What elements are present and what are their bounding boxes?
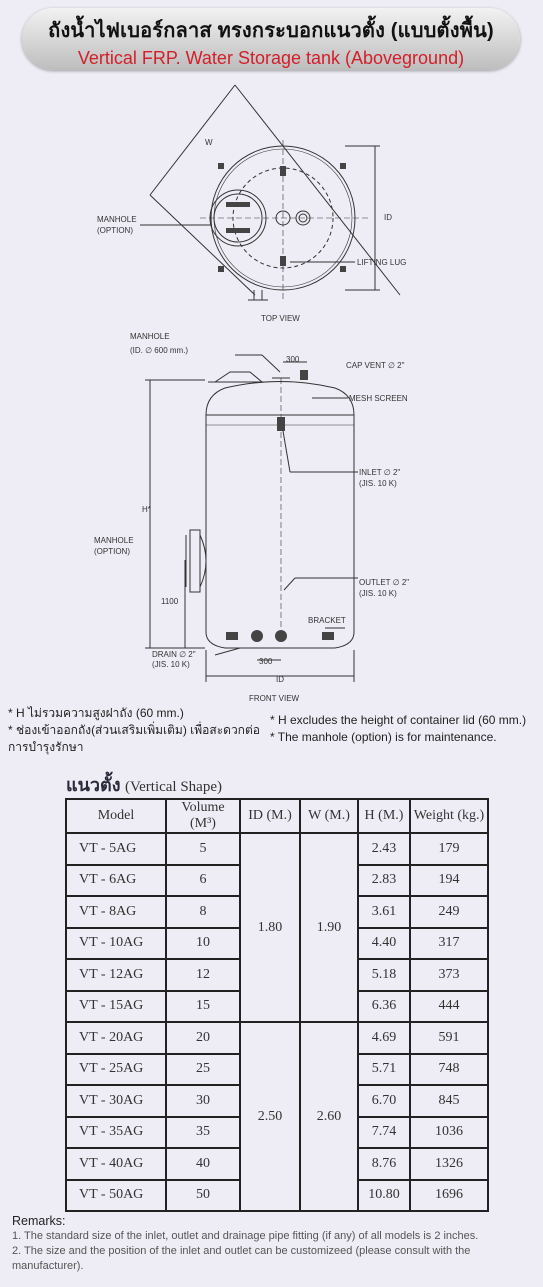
cell-h: 4.40 <box>358 928 410 960</box>
table-header-row <box>66 799 488 833</box>
note-english-2: * The manhole (option) is for maintenance. <box>270 730 497 744</box>
tank-diagram <box>0 75 543 705</box>
cell-volume: 25 <box>166 1054 240 1086</box>
cell-volume: 6 <box>166 865 240 897</box>
cell-id-group-2: 2.50 <box>240 1022 300 1211</box>
spec-table <box>65 798 489 1212</box>
cell-volume: 15 <box>166 991 240 1023</box>
note-english-1: * H excludes the height of container lid (60 mm.) <box>270 713 527 727</box>
title-thai: ถังน้ำไฟเบอร์กลาส ทรงกระบอกแนวตั้ง (แบบตั้งพื้น) <box>48 20 494 42</box>
cell-h: 6.36 <box>358 991 410 1023</box>
table-row <box>66 1022 488 1054</box>
note-thai-1: * H ไม่รวมความสูงฝาถัง (60 mm.) <box>8 706 184 720</box>
cell-model: VT - 8AG <box>66 896 166 928</box>
cell-volume: 5 <box>166 833 240 865</box>
cell-weight: 373 <box>410 959 488 991</box>
cell-model: VT - 5AG <box>66 833 166 865</box>
cell-weight: 1036 <box>410 1117 488 1149</box>
cell-model: VT - 30AG <box>66 1085 166 1117</box>
header-w: W (M.) <box>300 799 358 833</box>
header-volume: Volume (M³) <box>166 799 240 833</box>
front-manhole-size-label: (ID. ∅ 600 mm.) <box>130 346 189 355</box>
cell-h: 2.43 <box>358 833 410 865</box>
outlet-label: OUTLET ∅ 2" <box>359 578 410 587</box>
header-h: H (M.) <box>358 799 410 833</box>
top-view-id-label: ID <box>384 213 392 222</box>
cell-h: 6.70 <box>358 1085 410 1117</box>
bracket-label: BRACKET <box>308 616 346 625</box>
front-view-caption: FRONT VIEW <box>249 694 300 703</box>
cell-volume: 10 <box>166 928 240 960</box>
cell-id-group-1: 1.80 <box>240 833 300 1022</box>
section-title <box>66 770 222 799</box>
cell-weight: 179 <box>410 833 488 865</box>
cell-model: VT - 12AG <box>66 959 166 991</box>
cell-model: VT - 35AG <box>66 1117 166 1149</box>
cell-volume: 30 <box>166 1085 240 1117</box>
side-manhole-label: MANHOLE <box>94 536 134 545</box>
notes-english <box>270 712 542 746</box>
cell-volume: 50 <box>166 1180 240 1212</box>
cap-vent-label: CAP VENT ∅ 2" <box>346 361 405 370</box>
top-view-manhole-option-label: (OPTION) <box>97 226 133 235</box>
note-thai-2: * ช่องเข้าออกถัง(ส่วนเสริมเพิ่มเติม) เพื่อสะดวกต่อการบำรุงรักษา <box>8 723 260 754</box>
height-label: H* <box>142 505 151 514</box>
cell-model: VT - 25AG <box>66 1054 166 1086</box>
lifting-lug-label: LIFTING LUG <box>357 258 407 267</box>
cell-h: 5.18 <box>358 959 410 991</box>
dim-1100: 1100 <box>161 597 179 606</box>
cell-volume: 35 <box>166 1117 240 1149</box>
cell-w-group-1: 1.90 <box>300 833 358 1022</box>
cell-h: 3.61 <box>358 896 410 928</box>
header-weight: Weight (kg.) <box>410 799 488 833</box>
cell-model: VT - 6AG <box>66 865 166 897</box>
dim-300-top: 300 <box>286 355 300 364</box>
section-title-english: (Vertical Shape) <box>124 779 222 795</box>
top-view-drawing <box>140 85 400 300</box>
drain-label: DRAIN ∅ 2" <box>152 650 196 659</box>
top-view-w-label: W <box>205 138 213 147</box>
cell-weight: 249 <box>410 896 488 928</box>
table-row <box>66 833 488 865</box>
cell-h: 8.76 <box>358 1148 410 1180</box>
cell-h: 7.74 <box>358 1117 410 1149</box>
cell-h: 5.71 <box>358 1054 410 1086</box>
cell-weight: 444 <box>410 991 488 1023</box>
cell-h: 4.69 <box>358 1022 410 1054</box>
cell-h: 2.83 <box>358 865 410 897</box>
cell-weight: 591 <box>410 1022 488 1054</box>
cell-weight: 845 <box>410 1085 488 1117</box>
remark-1: 1. The standard size of the inlet, outlet and drainage pipe fitting (if any) of all models is 2 inches. <box>12 1230 479 1242</box>
remark-2: 2. The size and the position of the inlet and outlet can be customizeed (please consult with the manufacturer). <box>12 1245 471 1272</box>
cell-weight: 194 <box>410 865 488 897</box>
cell-weight: 1696 <box>410 1180 488 1212</box>
remarks-title: Remarks: <box>12 1214 66 1228</box>
cell-model: VT - 15AG <box>66 991 166 1023</box>
cell-h: 10.80 <box>358 1180 410 1212</box>
title-english: Vertical FRP. Water Storage tank (Aboveground) <box>77 48 465 68</box>
title-banner <box>22 8 520 70</box>
outlet-spec-label: (JIS. 10 K) <box>359 589 397 598</box>
inlet-label: INLET ∅ 2" <box>359 468 401 477</box>
section-title-thai: แนวตั้ง <box>66 775 121 795</box>
cell-model: VT - 20AG <box>66 1022 166 1054</box>
header-id: ID (M.) <box>240 799 300 833</box>
front-manhole-label: MANHOLE <box>130 332 170 341</box>
cell-volume: 20 <box>166 1022 240 1054</box>
mesh-screen-label: MESH SCREEN <box>349 394 408 403</box>
remarks <box>12 1214 537 1274</box>
drain-spec-label: (JIS. 10 K) <box>152 660 190 669</box>
front-id-label: ID <box>276 675 284 684</box>
cell-model: VT - 50AG <box>66 1180 166 1212</box>
inlet-spec-label: (JIS. 10 K) <box>359 479 397 488</box>
top-view-caption: TOP VIEW <box>261 314 300 323</box>
cell-model: VT - 10AG <box>66 928 166 960</box>
top-view-manhole-label: MANHOLE <box>97 215 137 224</box>
cell-volume: 12 <box>166 959 240 991</box>
notes-thai <box>8 705 278 756</box>
cell-volume: 40 <box>166 1148 240 1180</box>
cell-w-group-2: 2.60 <box>300 1022 358 1211</box>
cell-model: VT - 40AG <box>66 1148 166 1180</box>
cell-weight: 748 <box>410 1054 488 1086</box>
cell-volume: 8 <box>166 896 240 928</box>
cell-weight: 1326 <box>410 1148 488 1180</box>
header-model: Model <box>66 799 166 833</box>
cell-weight: 317 <box>410 928 488 960</box>
dim-300-bottom: 300 <box>259 657 273 666</box>
side-manhole-option-label: (OPTION) <box>94 547 130 556</box>
